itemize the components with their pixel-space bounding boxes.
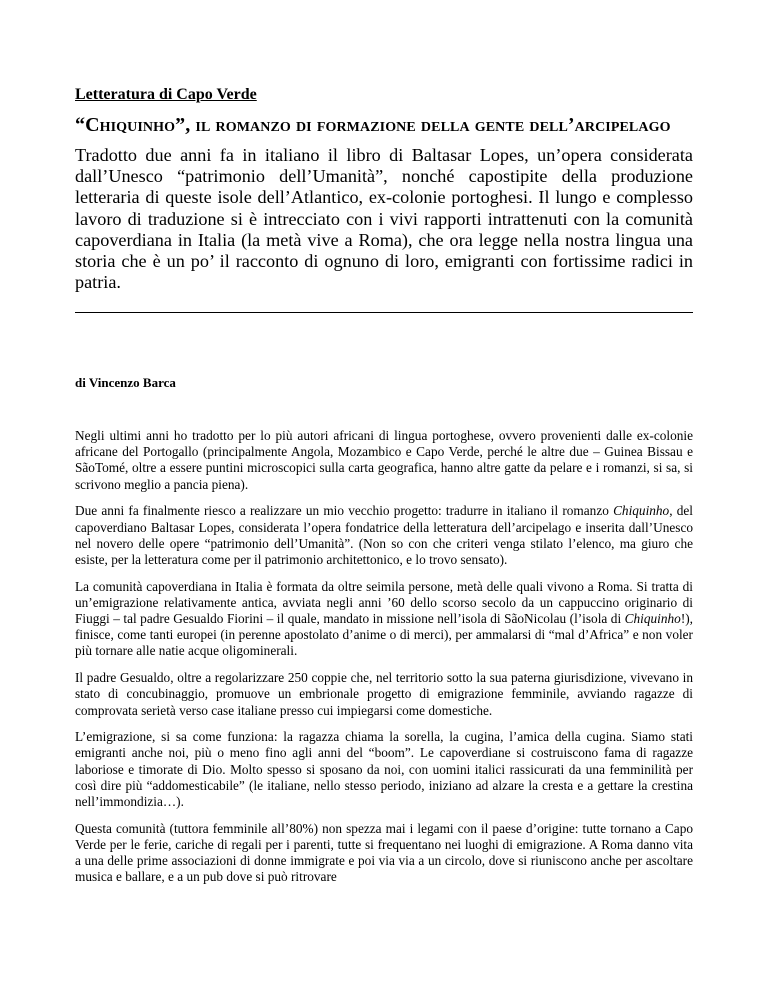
body-paragraph-5: L’emigrazione, si sa come funziona: la ragazza chiama la sorella, la cugina, l’amica della cugina. Siamo stati emigranti anche noi, più o meno fino agli anni del “boom”. Le capoverdiane si costruiscono fama di ragazze laboriose e timorate di Dio. Molto spesso si sposano da noi, con uomini italici rassicurati da una femminilità per così dire più “addomesticabile” (le italiane, nello stesso periodo, iniziano ad alzare la cresta e a gettare la crestina nell’immondizia…). <box>75 729 693 810</box>
paragraph-text: , del capoverdiano Baltasar Lopes, considerata l’opera fondatrice della letteratura dell’arcipelago e inserita dall’Unesco nel novero delle opere “patrimonio dell’Umanità”. (Non so con che criteri venga stilato l’elenco, ma giuro che esiste, per la letteratura come per il patrimonio architettonico, e lo trovo sensato). <box>75 503 693 567</box>
body-paragraph-3 <box>75 579 693 660</box>
paragraph-text: La comunità capoverdiana in Italia è formata da oltre seimila persone, metà delle quali vivono a Roma. Si tratta di un’emigrazione relativamente antica, avviata negli anni ’60 dello scorso secolo da un cappuccino originario di Fiuggi – tal padre Gesualdo Fiorini – il quale, mandato in missione nell’isola di SãoNicolau (l’isola di <box>75 578 693 627</box>
body-paragraph-6: Questa comunità (tuttora femminile all’80%) non spezza mai i legami con il paese d’origine: tutte tornano a Capo Verde per le ferie, cariche di regali per i parenti, tutte si frequentano nei luoghi di emigrazione. A Roma danno vita a una delle prime associazioni di donne immigrate e poi via via a un circolo, dove si riuniscono anche per ascoltare musica e ballare, e a un pub dove si può ritrovare <box>75 820 693 885</box>
body-paragraph-1: Negli ultimi anni ho tradotto per lo più autori africani di lingua portoghese, ovvero provenienti dalle ex-colonie africane del Portogallo (principalmente Angola, Mozambico e Capo Verde, perché le altre due – Guinea Bissau e SãoTomé, oltre a essere puntini microscopici sulla carta geografica, hanno altre gatte da pelare e i romanzi, si sa, si scrivono meglio a pancia piena). <box>75 428 693 492</box>
body-paragraph-4: Il padre Gesualdo, oltre a regolarizzare 250 coppie che, nel territorio sotto la sua paterna giurisdizione, vivevano in stato di concubinaggio, promuove un embrionale progetto di emigrazione femminile, avviando ragazze di comprovata serietà verso case italiane presso cui impiegarsi come domestiche. <box>75 670 693 718</box>
paragraph-text: !), finisce, come tanti europei (in perenne apostolato d’anime o di merci), per ammalarsi di “mal d’Africa” e non voler più tornare alle natie acque oligominerali. <box>75 611 693 659</box>
article-body <box>75 428 693 896</box>
section-title: Letteratura di Capo Verde <box>75 86 257 103</box>
paragraph-text: Due anni fa finalmente riesco a realizzare un mio vecchio progetto: tradurre in italiano il romanzo <box>75 503 614 519</box>
book-title-italic: Chiquinho <box>613 503 670 519</box>
body-paragraph-2 <box>75 503 693 568</box>
article-lede: Tradotto due anni fa in italiano il libro di Baltasar Lopes, un’opera considerata dall’Unesco “patrimonio dell’Umanità”, nonché capostipite della produzione letteraria di queste isole dell’Atlantico, ex-colonie portoghesi. Il lungo e complesso lavoro di traduzione si è intrecciato con i vivi rapporti intrattenuti con la comunità capoverdiana in Italia (la metà vive a Roma), che ora legge nella nostra lingua una storia che è un po’ il racconto di ognuno di loro, emigranti con fortissime radici in patria. <box>75 145 693 293</box>
article-heading: “Chiquinho”, il romanzo di formazione della gente dell’arcipelago <box>75 114 671 136</box>
author-byline: di Vincenzo Barca <box>75 375 176 390</box>
book-title-italic: Chiquinho <box>624 611 681 627</box>
horizontal-divider <box>75 312 693 313</box>
